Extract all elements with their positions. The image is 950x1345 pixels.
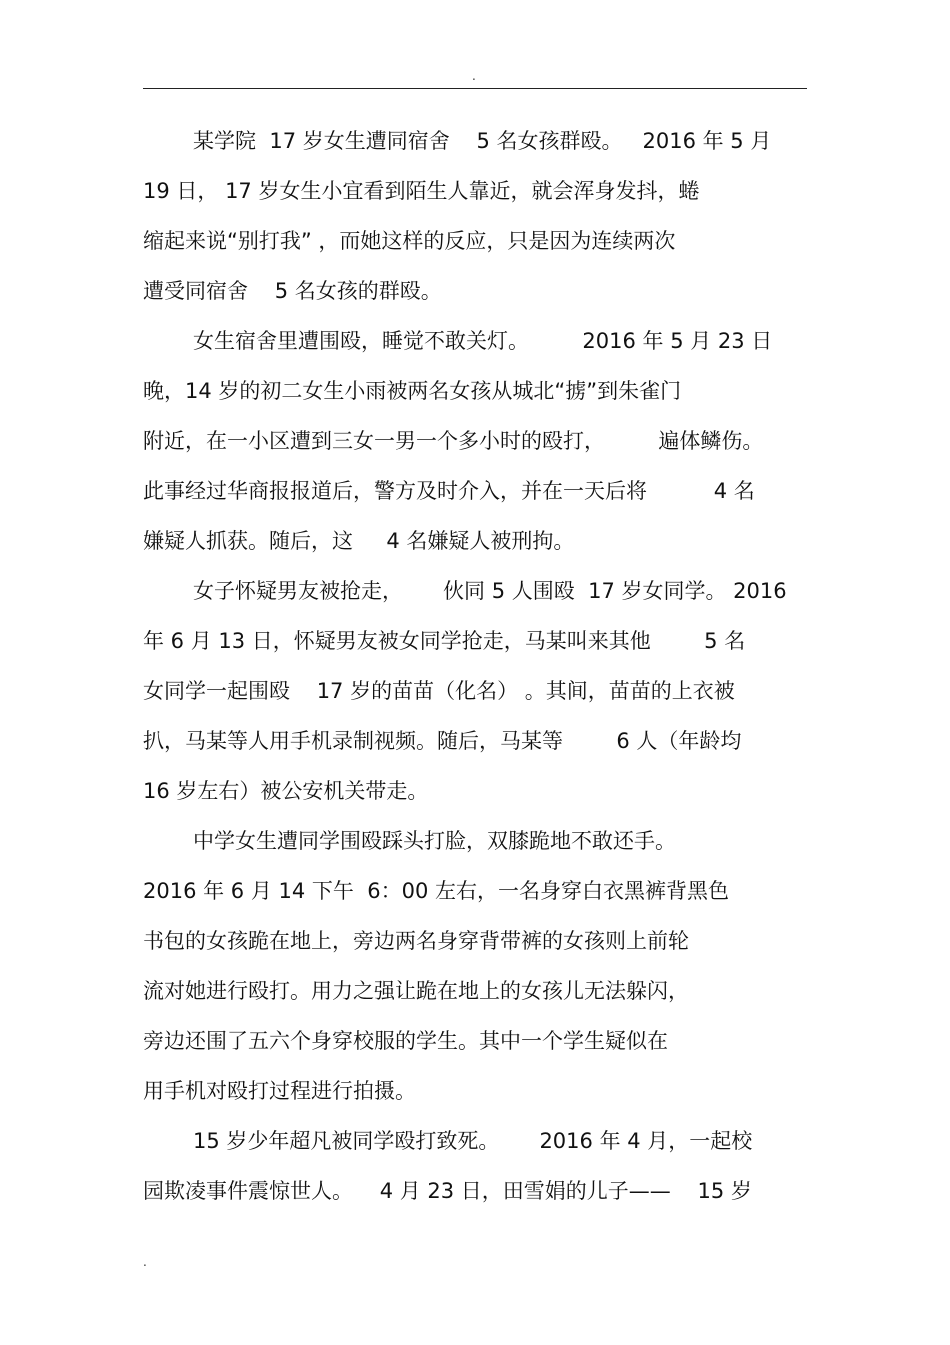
text-line: 2016 年 6 月 14 下午 6：00 左右，一名身穿白衣黑裤背黑色 [143, 879, 730, 903]
text-line: 园欺凌事件震惊世人。 4 月 23 日，田雪娟的儿子—— 15 岁 [143, 1179, 752, 1203]
text-line: 附近，在一小区遭到三女一男一个多小时的殴打， 遍体鳞伤。 [143, 429, 764, 453]
text-line: 嫌疑人抓获。随后，这 4 名嫌疑人被刑拘。 [143, 529, 575, 553]
text-line: 16 岁左右）被公安机关带走。 [143, 779, 429, 803]
text-line: 晚，14 岁的初二女生小雨被两名女孩从城北“掳”到朱雀门 [143, 379, 682, 403]
text-line: 流对她进行殴打。用力之强让跪在地上的女孩儿无法躲闪， [143, 979, 689, 1003]
text-line: 女子怀疑男友被抢走， 伙同 5 人围殴 17 岁女同学。 2016 [193, 579, 787, 603]
text-line: 扒，马某等人用手机录制视频。随后，马某等 6 人（年龄均 [143, 729, 742, 753]
text-line: 缩起来说“别打我” ，而她这样的反应，只是因为连续两次 [143, 229, 676, 253]
text-line: 15 岁少年超凡被同学殴打致死。 2016 年 4 月，一起校 [193, 1129, 753, 1153]
text-line: 用手机对殴打过程进行拍摄。 [143, 1079, 416, 1103]
text-line: 旁边还围了五六个身穿校服的学生。其中一个学生疑似在 [143, 1029, 668, 1053]
text-line: 女同学一起围殴 17 岁的苗苗（化名） 。其间，苗苗的上衣被 [143, 679, 735, 703]
text-line: 遭受同宿舍 5 名女孩的群殴。 [143, 279, 442, 303]
header-mark: . [472, 69, 476, 83]
text-line: 中学女生遭同学围殴踩头打脸，双膝跪地不敢还手。 [193, 829, 676, 853]
text-line: 书包的女孩跪在地上，旁边两名身穿背带裤的女孩则上前轮 [143, 929, 689, 953]
header-rule [143, 88, 807, 89]
text-line: 年 6 月 13 日，怀疑男友被女同学抢走，马某叫来其他 5 名 [143, 629, 746, 653]
text-line: 19 日， 17 岁女生小宜看到陌生人靠近，就会浑身发抖，蜷 [143, 179, 700, 203]
text-line: 此事经过华商报报道后，警方及时介入，并在一天后将 4 名 [143, 479, 755, 503]
footer-mark: . [143, 1255, 147, 1269]
text-line: 女生宿舍里遭围殴，睡觉不敢关灯。 2016 年 5 月 23 日 [193, 329, 773, 353]
text-line: 某学院 17 岁女生遭同宿舍 5 名女孩群殴。 2016 年 5 月 [193, 129, 772, 153]
